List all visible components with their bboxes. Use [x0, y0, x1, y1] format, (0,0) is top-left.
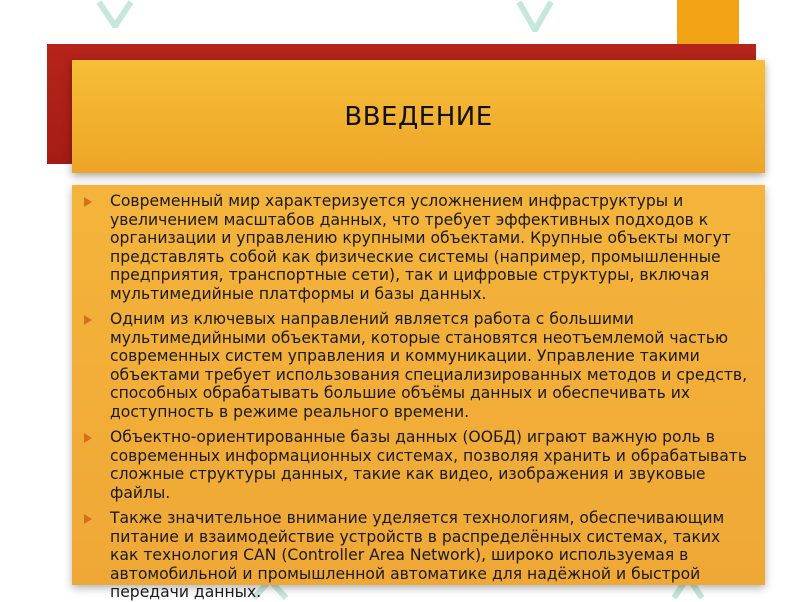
content-box [72, 185, 765, 601]
paragraph-text: Объектно-ориентированные базы данных (ООБД) играют важную роль в современных информационных системах, позволяя хранить и обрабатывать сложные структуры данных, такие как видео, изображения и звуковые файлы. [110, 428, 748, 502]
bullet-arrow-icon [84, 197, 92, 207]
slide-title: ВВЕДЕНИЕ [344, 101, 493, 132]
paragraph-text: Современный мир характеризуется усложнением инфраструктуры и увеличением масштабов данных, что требует эффективных подходов к организации и управлению крупными объектами. Крупные объекты могут представлять собой как физические системы (например, промышленные предприятия, транспортные сети), так и цифровые структуры, включая мультимедийные платформы и базы данных. [110, 192, 731, 303]
title-box [72, 60, 765, 173]
bullet-paragraph [110, 428, 753, 502]
paragraph-text: Одним из ключевых направлений является работа с большими мультимедийными объектами, которые становятся неотъемлемой частью современных систем управления и коммуникации. Управление такими объектами требует использования специализированных методов и средств, способных обрабатывать большие объёмы данных и обеспечивать их доступность в режиме реального времени. [110, 310, 748, 421]
paragraph-text: Также значительное внимание уделяется технологиям, обеспечивающим питание и взаимодействие устройств в распределённых системах, таких как технология CAN (Controller Area Network), широко используемая в автомобильной и промышленной автоматике для надёжной и быстрой передачи данных. [110, 509, 725, 601]
bullet-arrow-icon [84, 315, 92, 325]
bullet-paragraph [110, 509, 753, 602]
bullet-paragraph [110, 310, 753, 421]
watermark-logo-icon [95, 0, 135, 28]
bullet-arrow-icon [84, 514, 92, 524]
bullet-paragraph [110, 192, 753, 303]
bullet-arrow-icon [84, 433, 92, 443]
watermark-logo-icon [515, 0, 555, 32]
